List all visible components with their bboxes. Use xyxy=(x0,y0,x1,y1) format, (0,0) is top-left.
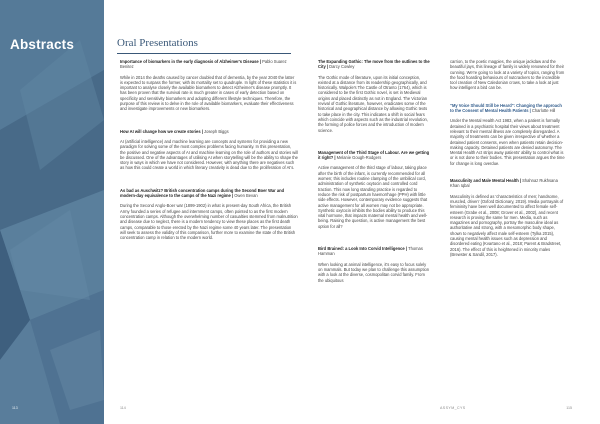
abstract-body: While in 2014 the deaths caused by cancer doubled that of dementia, by the year 2040 the latter is expected to surpass the former, with its mortality set to quadruple. In light of these statistics it is important to analyse closely the available biomarkers to detect Alzheimer's disease promptly. It has been proven that the survival rate is much greater in cases of early detection based on specificity and sensitivity biomarkers and adopting different lifestyle techniques. Therefore, the purpose of this review is to delve in the role of available biomarkers, evaluate their effectiveness and investigate improvements or new biomarkers. xyxy=(120,74,297,112)
abstract-author: Joseph Biggs xyxy=(204,128,229,134)
abstract-title: How AI will change how we create stories | Joseph Biggs xyxy=(120,128,229,134)
abstract-body: Masculinity is defined as 'characteristics of men; handsome, muscled, driven' (Oxford Dictionary, 2019). Media portrayals of femininity have been well documented to affect female self-esteem (Grabe et al., 2008; Grover et al., 2002), and recent research is proving the same for men. Media, such as magazines and pornography, portray the masculine ideal as authoritative and strong, with a mesomorphic body shape, shown to negatively affect male self-esteem (Tylka 2015), causing mental health issues such as depression and disordered eating (Kvartano et al., 2018; Parent & Bradstreet, 2016). The effect of this is heightened in minority males (Brewster & Sandil, 2017). xyxy=(450,193,564,257)
abstract-title: The Expanding Gothic: The move from the outlines to the City | Darcy Cowley xyxy=(318,59,430,70)
abstract-entry-continued xyxy=(450,59,566,91)
sidebar-page-number: 113 xyxy=(12,406,18,410)
abstract-entry xyxy=(450,103,566,166)
abstract-author: Melanie Gough-Rodgers xyxy=(336,155,382,161)
abstract-body: Active management of the third stage of labour, taking place after the birth of the infant, is currently recommended for all women; this includes routine clamping of the umbilical cord, administration of synthetic oxytocin and controlled cord traction. This now long standing practice is regarded to reduce the risk of postpartum haemorrhage (PPH) with little side effects. However, contemporary evidence suggests that active management for all women may not be appropriate. Synthetic oxytocin inhibits the bodies ability to produce this vital hormone, that impacts maternal mental health and well-being. Raising the question, is active management the best option for all? xyxy=(318,165,428,229)
abstract-title: Bird Brained: a Look Into Corvid Intelligence | Thomas Hamman xyxy=(318,246,423,257)
abstract-author: Owen Bevan xyxy=(234,193,258,199)
column-3 xyxy=(450,59,566,257)
footer-left-page-number: 114 xyxy=(120,406,126,410)
abstract-entry xyxy=(318,246,430,283)
abstracts-title: Abstracts xyxy=(10,37,75,52)
abstract-author: Darcy Cowley xyxy=(329,64,355,70)
abstract-author: Pablo Suarez Benitez xyxy=(120,59,287,70)
abstract-body: The Gothic mode of literature, upon its initial conception, existed at a distance from its readership geographically, and historically. Walpole's The Castle of Otranto (1764), which is considered to be the first Gothic novel, is set in Medieval origins and placed distinctly as not in England. The Victorian revival of Gothic literature, however, eradicates some of the historical and geographical distance by allowing Gothic texts to take place in the city. This indicates a shift in social fears which coincide with aspects such as the industrial revolution, the forming of police forces and the introduction of modern science. xyxy=(318,74,428,133)
abstract-title: Management of the Third Stage of Labour. Are we getting it right? | Melanie Gough-Rodgers xyxy=(318,149,430,161)
section-title: Oral Presentations xyxy=(117,37,198,49)
geometric-pattern xyxy=(0,0,104,424)
heading-divider xyxy=(117,53,291,54)
abstract-title: Masculinity and Male Mental Health | Shahnaz Rukhsana Khan Iqbal xyxy=(450,178,558,189)
abstract-body: During the Second Anglo-Boer war (1899-1902) in what is present-day South Africa, the British Army founded a series of refugee and internment camps, often pointed to as the first modern concentration camps. Although the overwhelming number of casualties stemmed from malnutrition and disease due to neglect, there is a modern tendency to view these places as the first death camps, comparable to those erected by the Nazi regime some 40 years later. The presentation will seek to assess the validity of this comparison, further more to examine the state of the British concentration camp in relation to the modern world. xyxy=(120,203,298,241)
footer-journal-name: ASSYM_CYS xyxy=(440,406,466,410)
abstract-body: Under the Mental Health Act 1983, when a patient is formally detained in a psychiatric hospital their views about treatment relevant to their mental illness are completely disregarded. A majority of treatments can be given irrespective of whether a detained patient consents, even when patients retain decision-making capacity. Detained patients are denied autonomy. The Mental Health Act strips away patients' ability to control what is or is not done to their bodies. This presentation argues the time for change is long overdue. xyxy=(450,118,565,166)
abstract-entry xyxy=(450,178,566,257)
footer-right-page-number: 115 xyxy=(566,406,572,410)
abstract-body: AI (artificial intelligence) and machine learning are concepts and systems for providing a new paradigm for solving some of the most complex problems facing humanity. In this presentation, the positive and negative aspects of AI and machine learning on the role of authors and stories will be discussed. One of the advantages of utilising AI when storytelling will be the ability to shape the story in ways in which we have not considered. However, with anything there are negatives such as how this could create a world in which literary creativity is dead due to the proliferation of AI's. xyxy=(120,138,298,171)
abstract-entry xyxy=(318,59,430,133)
abstract-entry xyxy=(318,150,430,229)
column-1 xyxy=(120,59,298,240)
abstract-title: "My Voice Should Still be Heard": Changing the approach to the Consent of Mental Health Patients | Charlotte Hill xyxy=(450,102,562,114)
abstract-entry xyxy=(120,59,298,112)
abstract-body: carrion, to the poetic magpies, the unique jackdaw and the beautiful jays, this lineage of family is widely renowned for their cunning. We're going to look at a variety of topics, ranging from the food hoarding behaviours of nutcrackers to the incredible tool creation of New Caledonian crows, to take a look at just how intelligent a bird can be. xyxy=(450,59,565,91)
column-2 xyxy=(318,59,430,283)
abstract-entry xyxy=(120,188,298,241)
abstract-title: Importance of biomarkers in the early diagnosis of Alzheimer's Disease | Pablo Suarez Benitez xyxy=(120,59,287,70)
abstract-author: Shahnaz Rukhsana Khan Iqbal xyxy=(450,178,558,189)
abstract-body: When looking at animal intelligence, it's easy to focus solely on mammals. But today we plan to challenge this assumption with a look at the diverse, cosmopolitan corvid family. From the ubiquitous xyxy=(318,261,430,283)
abstract-entry xyxy=(120,129,298,171)
abstracts-sidebar xyxy=(0,0,104,424)
abstract-author: Thomas Hamman xyxy=(318,246,423,257)
abstract-title: As bad as Auschwitz? British concentration camps during the Second Boer War and modern-day equivalence to the camps of the Nazi regime | Owen Bevan xyxy=(120,187,285,199)
abstract-author: Charlotte Hill xyxy=(531,108,556,114)
